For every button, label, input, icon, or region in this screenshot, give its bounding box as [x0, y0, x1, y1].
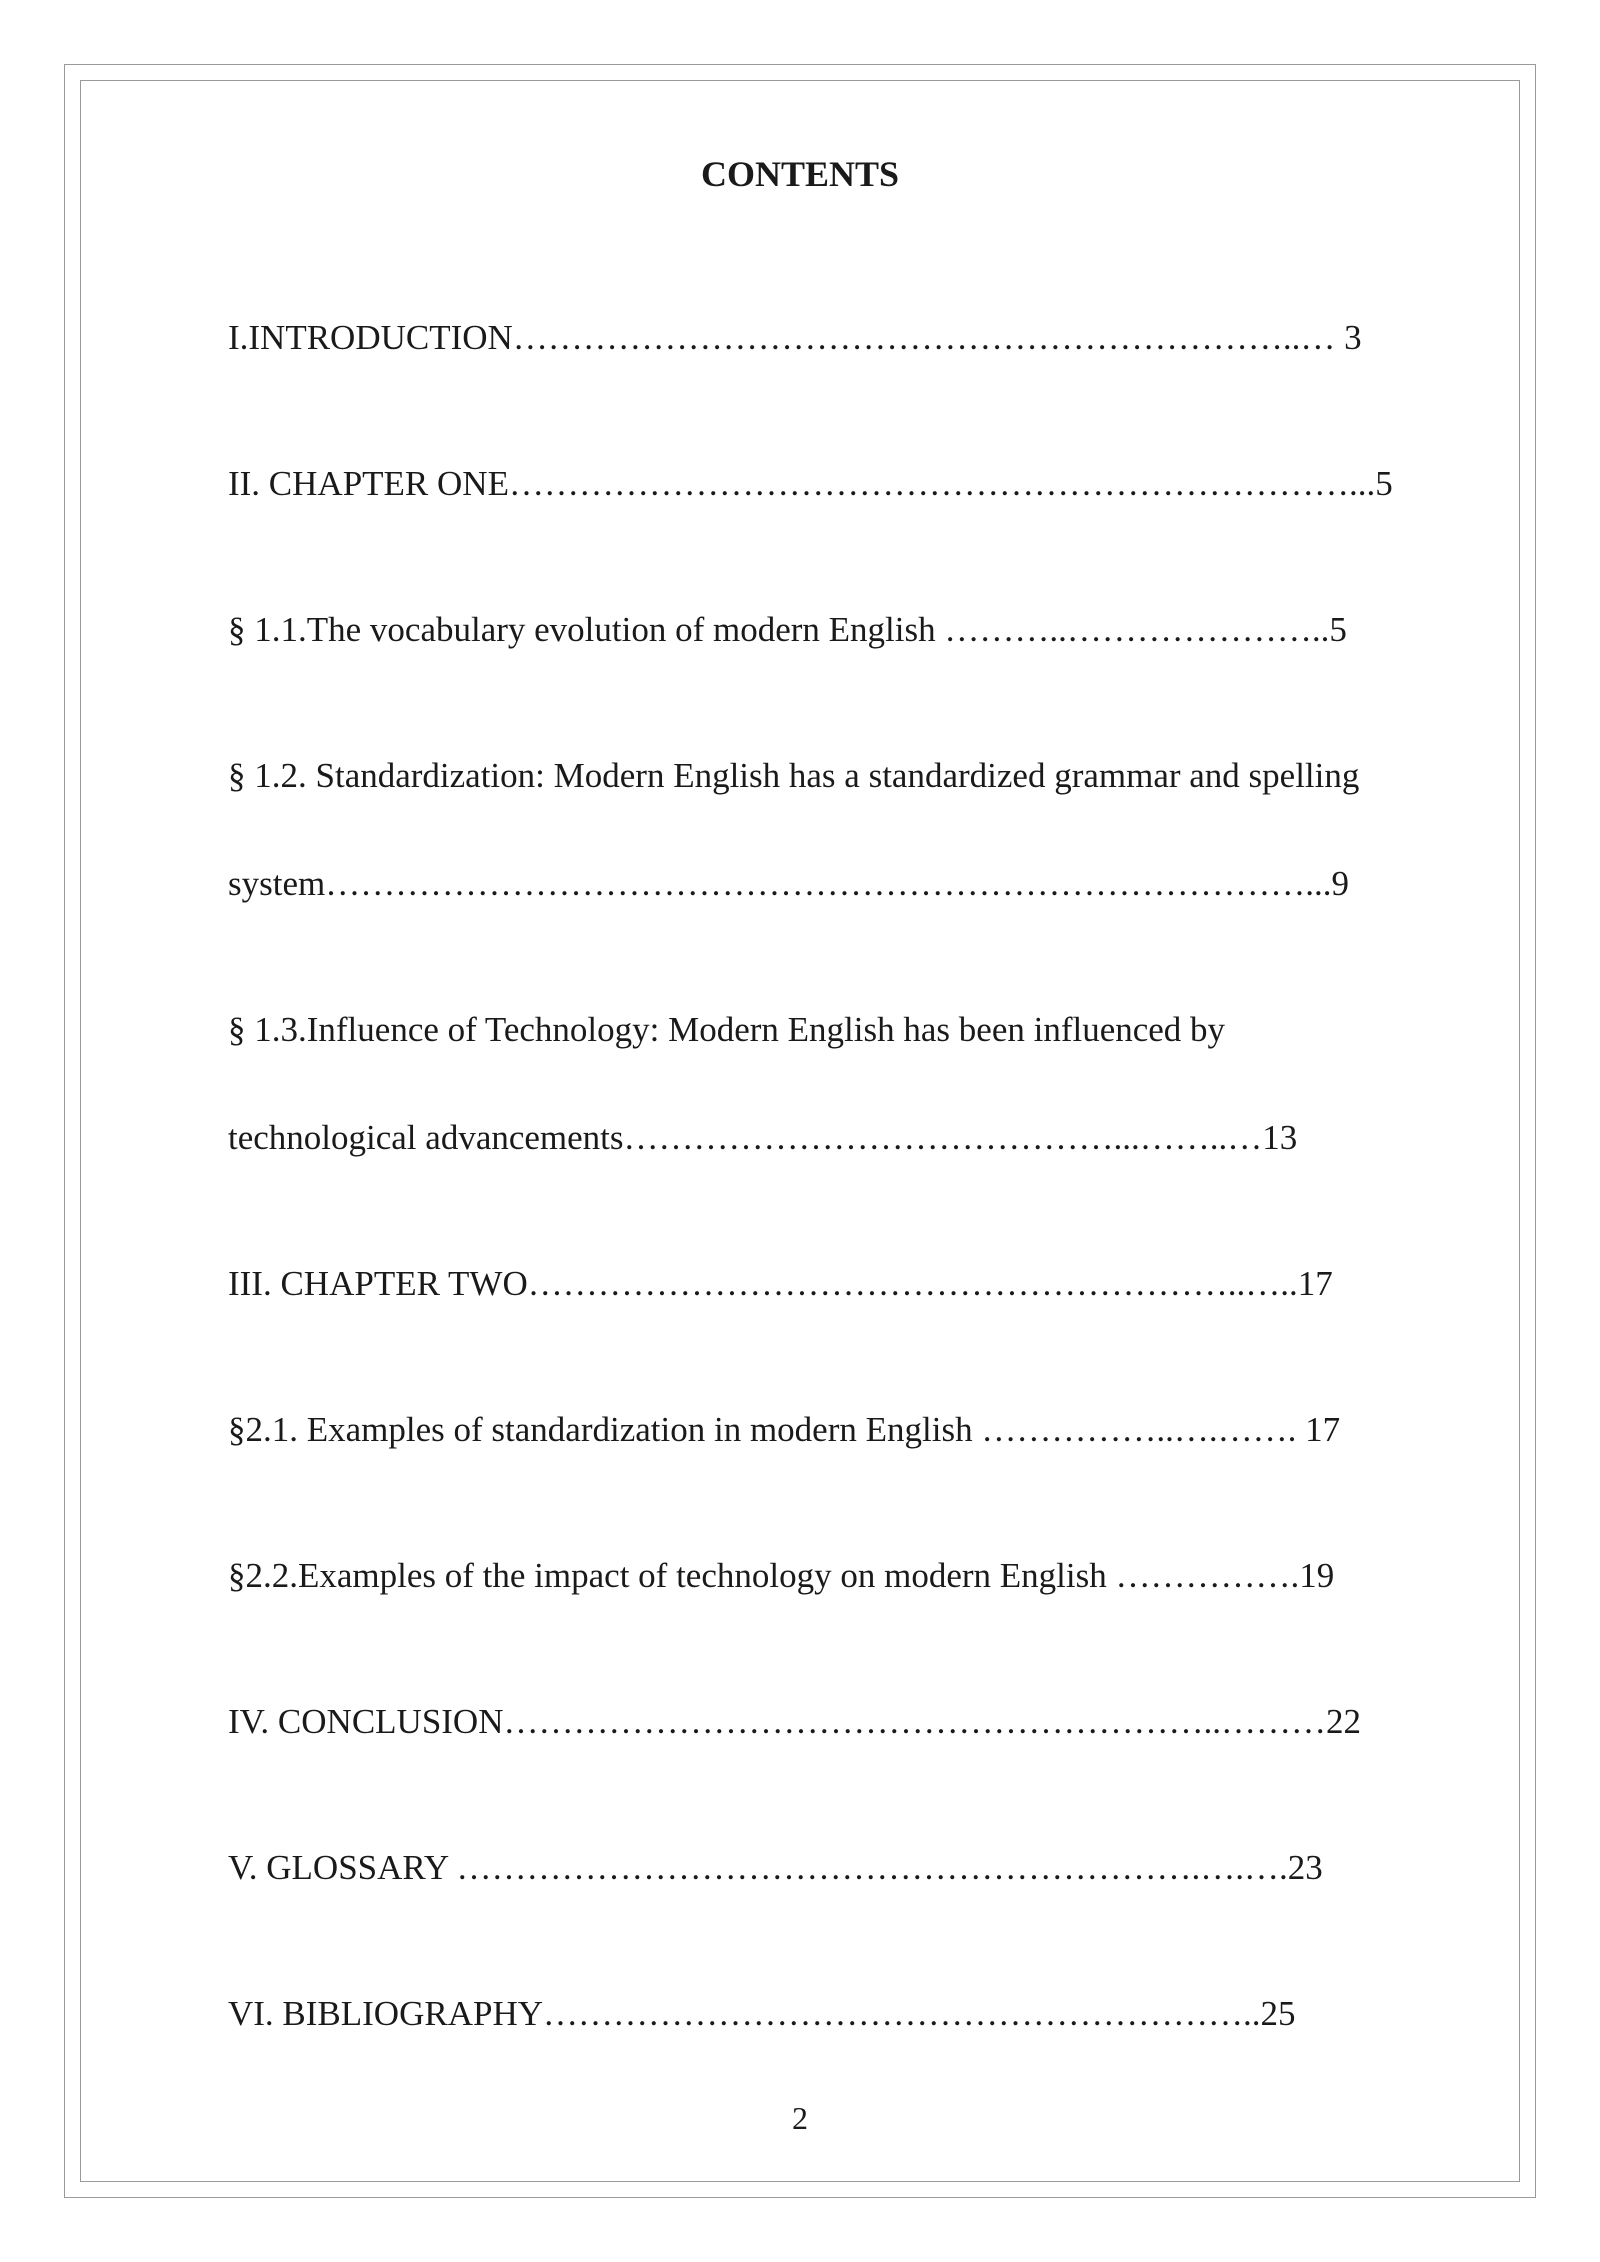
page-number: 2 — [792, 2100, 808, 2136]
toc-entry-section-1-1: § 1.1.The vocabulary evolution of modern English ………..…………………..5 — [228, 610, 1347, 649]
toc-entry-chapter-one: II. CHAPTER ONE………………………………………………………………...5 — [228, 464, 1393, 503]
toc-entry-section-1-2-line-2: system…………………………………………………………………………...9 — [228, 864, 1349, 903]
toc-entry-introduction: I.INTRODUCTION…………………………………………………………..… 3 — [228, 318, 1362, 357]
toc-entry-section-1-3-line-2: technological advancements……………………………………...……..…13 — [228, 1118, 1298, 1157]
toc-entry-bibliography: VI. BIBLIOGRAPHY……………………………………………………..25 — [228, 1994, 1296, 2033]
toc-entry-section-2-2: §2.2.Examples of the impact of technology on modern English …………….19 — [228, 1556, 1335, 1595]
toc-entry-section-1-3-line-1: § 1.3.Influence of Technology: Modern English has been influenced by — [228, 1010, 1226, 1049]
toc-entry-chapter-two: III. CHAPTER TWO……………………………………………………..…..17 — [228, 1264, 1333, 1303]
toc-entry-section-1-2-line-1: § 1.2. Standardization: Modern English has a standardized grammar and spelling — [228, 756, 1360, 795]
contents-title: CONTENTS — [700, 154, 900, 194]
toc-entry-conclusion: IV. CONCLUSION……………………………………………………..………22 — [228, 1702, 1361, 1741]
toc-entry-glossary: V. GLOSSARY ……………………………………………………….….….23 — [228, 1848, 1323, 1887]
toc-entry-section-2-1: §2.1. Examples of standardization in modern English ……………..….……. 17 — [228, 1410, 1341, 1449]
